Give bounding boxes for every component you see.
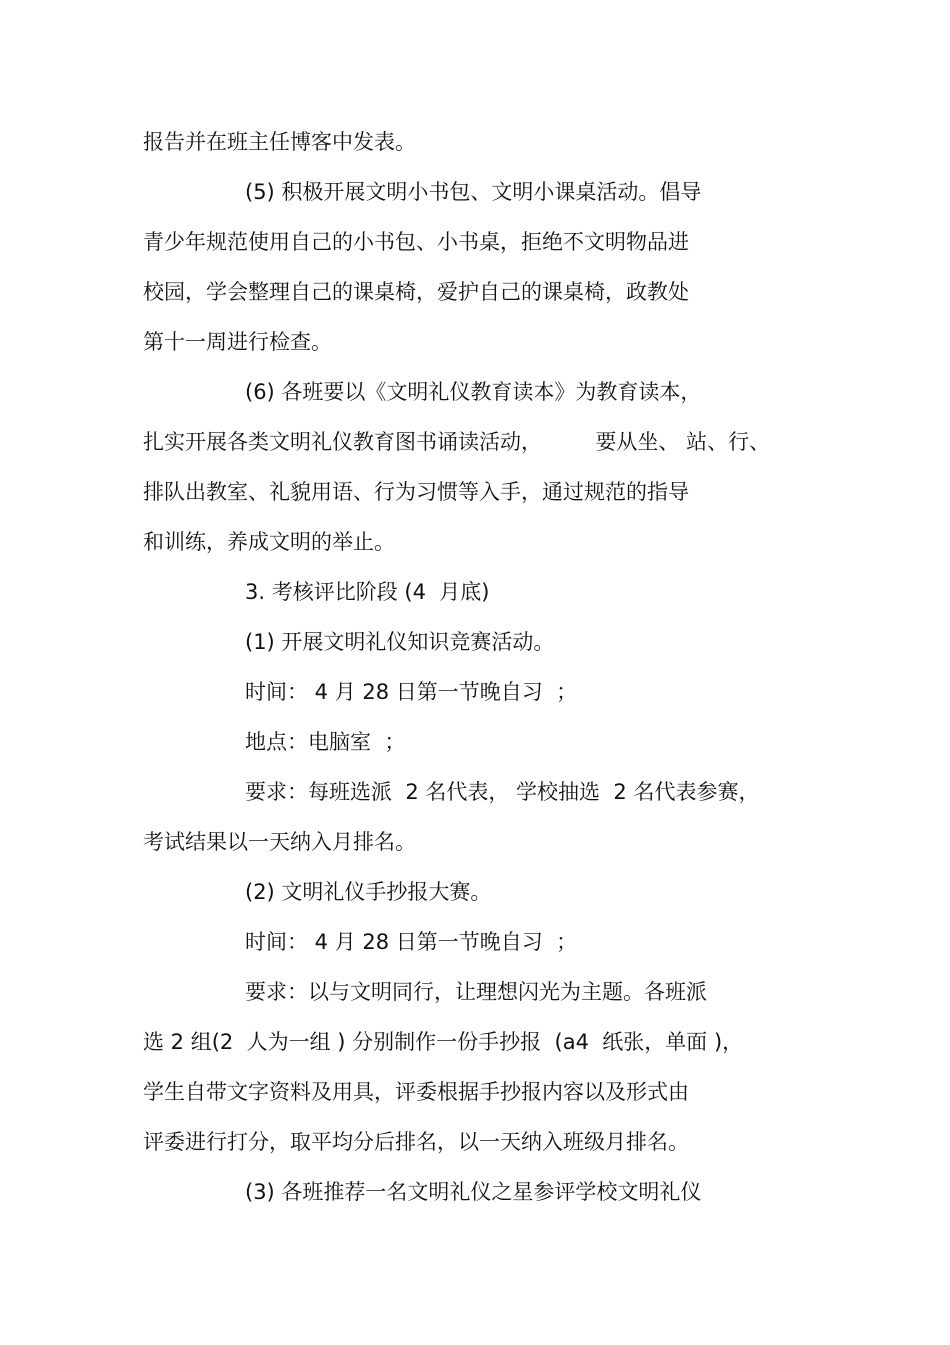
- text-line: 考试结果以一天纳入月排名。: [143, 830, 416, 854]
- text-line: 地点：电脑室 ；: [245, 730, 406, 754]
- text-line: 扎实开展各类文明礼仪教育图书诵读活动， 要从坐、 站、行、: [143, 430, 771, 454]
- text-line: (1) 开展文明礼仪知识竞赛活动。: [245, 630, 555, 654]
- text-line: 选 2 组(2 人为一组 ) 分别制作一份手抄报 (a4 纸张，单面 )，: [143, 1030, 744, 1054]
- text-line: 报告并在班主任博客中发表。: [143, 130, 416, 154]
- text-line: (3) 各班推荐一名文明礼仪之星参评学校文明礼仪: [245, 1180, 702, 1204]
- text-line: 时间： 4 月 28 日第一节晚自习 ；: [245, 930, 578, 954]
- text-line: 学生自带文字资料及用具，评委根据手抄报内容以及形式由: [143, 1080, 689, 1104]
- text-line: 评委进行打分，取平均分后排名，以一天纳入班级月排名。: [143, 1130, 689, 1154]
- text-line: 要求：每班选派 2 名代表， 学校抽选 2 名代表参赛，: [245, 780, 760, 804]
- text-line: (6) 各班要以《文明礼仪教育读本》为教育读本，: [245, 380, 702, 404]
- section-heading: 3. 考核评比阶段 (4 月底): [245, 580, 490, 604]
- text-line: 第十一周进行检查。: [143, 330, 332, 354]
- text-line: 排队出教室、礼貌用语、行为习惯等入手，通过规范的指导: [143, 480, 689, 504]
- text-line: 和训练，养成文明的举止。: [143, 530, 395, 554]
- text-line: 校园，学会整理自己的课桌椅，爱护自己的课桌椅，政教处: [143, 280, 689, 304]
- text-line: 青少年规范使用自己的小书包、小书桌，拒绝不文明物品进: [143, 230, 689, 254]
- text-line: 要求：以与文明同行，让理想闪光为主题。各班派: [245, 980, 707, 1004]
- text-line: 时间： 4 月 28 日第一节晚自习 ；: [245, 680, 578, 704]
- text-line: (5) 积极开展文明小书包、文明小课桌活动。倡导: [245, 180, 702, 204]
- text-line: (2) 文明礼仪手抄报大赛。: [245, 880, 492, 904]
